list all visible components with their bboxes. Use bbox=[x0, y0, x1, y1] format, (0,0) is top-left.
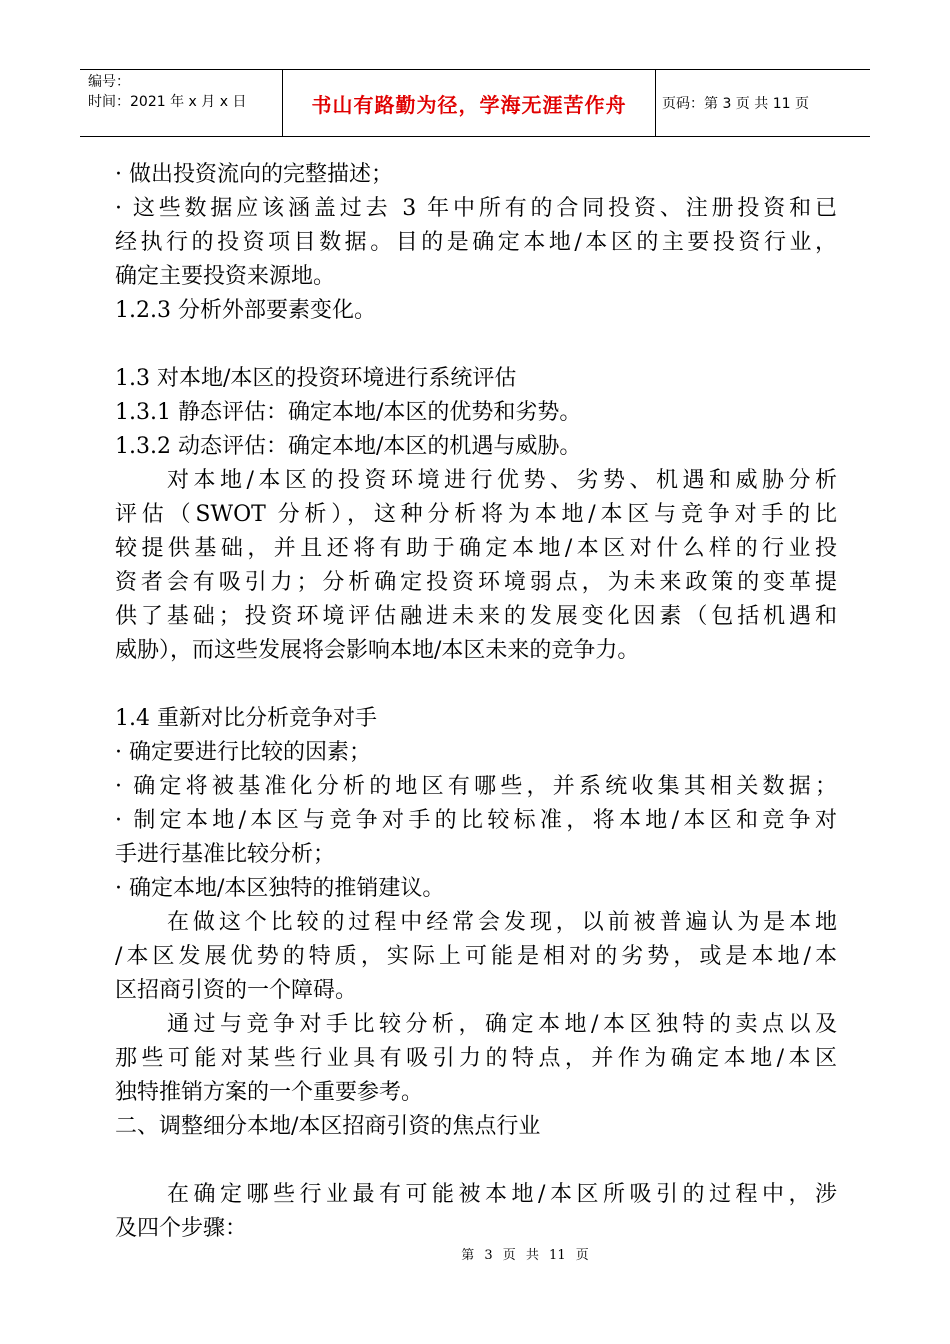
blank-line bbox=[115, 328, 837, 362]
paragraph-line: /本区发展优势的特质，实际上可能是相对的劣势，或是本地/本 bbox=[115, 944, 837, 969]
chapter-heading: 二、调整细分本地/本区招商引资的焦点行业 bbox=[115, 1114, 541, 1139]
doc-date: 时间：2021 年 x 月 x 日 bbox=[88, 94, 247, 110]
paragraph-line: 区招商引资的一个障碍。 bbox=[115, 978, 358, 1003]
section-heading: 1.4 重新对比分析竞争对手 bbox=[115, 706, 377, 731]
subsection-heading: 1.3.1 静态评估：确定本地/本区的优势和劣势。 bbox=[115, 400, 582, 425]
bullet-line: · 制定本地/本区与竞争对手的比较标准，将本地/本区和竞争对 bbox=[115, 808, 837, 833]
document-body bbox=[115, 158, 837, 1246]
bullet-line: · 确定本地/本区独特的推销建议。 bbox=[115, 876, 445, 901]
subsection-heading: 1.3.2 动态评估：确定本地/本区的机遇与威胁。 bbox=[115, 434, 582, 459]
bullet-line: · 确定将被基准化分析的地区有哪些，并系统收集其相关数据； bbox=[115, 774, 837, 799]
paragraph-line: 评估（SWOT 分析），这种分析将为本地/本区与竞争对手的比 bbox=[115, 502, 837, 527]
page-footer bbox=[0, 1244, 950, 1263]
section-heading: 1.2.3 分析外部要素变化。 bbox=[115, 298, 376, 323]
paragraph-line: 威胁），而这些发展将会影响本地/本区未来的竞争力。 bbox=[115, 638, 640, 663]
header-meta bbox=[80, 70, 282, 136]
paragraph-line: 确定主要投资来源地。 bbox=[115, 264, 336, 289]
blank-line bbox=[115, 1144, 837, 1178]
paragraph-line: 较提供基础，并且还将有助于确定本地/本区对什么样的行业投 bbox=[115, 536, 837, 561]
header-page-info: 页码：第 3 页 共 11 页 bbox=[662, 96, 809, 112]
paragraph-line: 资者会有吸引力；分析确定投资环境弱点，为未来政策的变革提 bbox=[115, 570, 837, 595]
paragraph-line: 供了基础；投资环境评估融进未来的发展变化因素（包括机遇和 bbox=[115, 604, 837, 629]
section-heading: 1.3 对本地/本区的投资环境进行系统评估 bbox=[115, 366, 517, 391]
blank-line bbox=[115, 668, 837, 702]
document-header bbox=[80, 69, 870, 137]
bullet-line: · 这些数据应该涵盖过去 3 年中所有的合同投资、注册投资和已 bbox=[115, 196, 837, 221]
paragraph-line: 在确定哪些行业最有可能被本地/本区所吸引的过程中，涉 bbox=[167, 1182, 837, 1207]
bullet-line: · 确定要进行比较的因素； bbox=[115, 740, 371, 765]
paragraph-line: 独特推销方案的一个重要参考。 bbox=[115, 1080, 424, 1105]
bullet-line: · 做出投资流向的完整描述； bbox=[115, 162, 393, 187]
paragraph-line: 在做这个比较的过程中经常会发现，以前被普遍认为是本地 bbox=[167, 910, 837, 935]
paragraph-line: 那些可能对某些行业具有吸引力的特点，并作为确定本地/本区 bbox=[115, 1046, 837, 1071]
paragraph-line: 经执行的投资项目数据。目的是确定本地/本区的主要投资行业， bbox=[115, 230, 837, 255]
footer-page-number: 第 3 页 共 11 页 bbox=[461, 1248, 589, 1263]
paragraph-line: 及四个步骤： bbox=[115, 1216, 248, 1241]
paragraph-line: 对本地/本区的投资环境进行优势、劣势、机遇和威胁分析 bbox=[167, 468, 837, 493]
paragraph-line: 通过与竞争对手比较分析，确定本地/本区独特的卖点以及 bbox=[167, 1012, 837, 1037]
doc-number-label: 编号： bbox=[88, 74, 130, 90]
paragraph-line: 手进行基准比较分析； bbox=[115, 842, 336, 867]
header-motto: 书山有路勤为径，学海无涯苦作舟 bbox=[282, 70, 656, 136]
